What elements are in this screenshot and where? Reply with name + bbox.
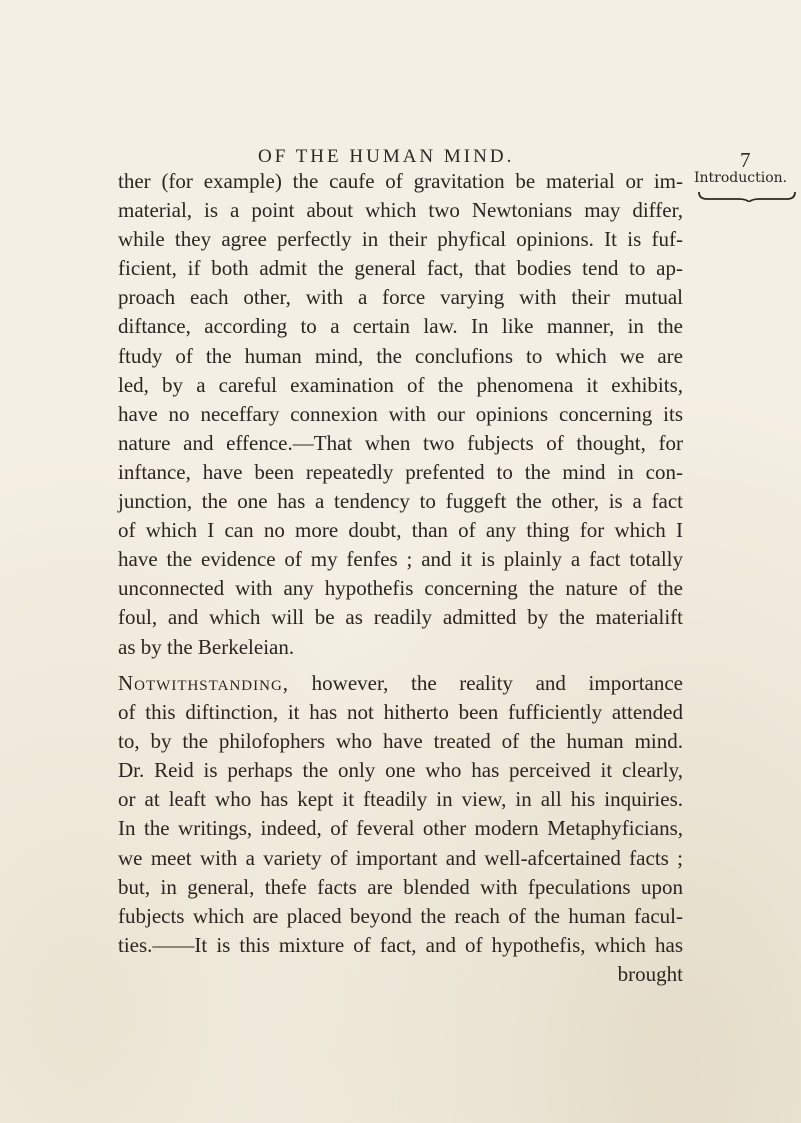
paragraph-lead: Notwithstanding,: [118, 671, 290, 695]
text-line: material, is a point about which two Newtonians may differ,: [118, 198, 683, 223]
text-line: fubjects which are placed beyond the reach of the human facul-: [118, 903, 683, 928]
text-line: proach each other, with a force varying with their mutual: [118, 285, 683, 310]
text-line: to, by the philofophers who have treated of the human mind.: [118, 729, 683, 754]
catchword: brought: [617, 961, 683, 986]
text-line: have the evidence of my fenfes ; and it is plainly a fact totally: [118, 547, 683, 572]
text-line: while they agree perfectly in their phyfical opinions. It is fuf-: [118, 227, 683, 252]
text-line-rest: however, the reality and importance: [289, 671, 683, 695]
text-line: junction, the one has a tendency to fuggeft the other, is a fact: [118, 489, 683, 514]
paragraph-1: [118, 167, 683, 662]
text-line: have no neceffary connexion with our opinions concerning its: [118, 401, 683, 426]
text-line: ftudy of the human mind, the conclufions to which we are: [118, 343, 683, 368]
margin-brace-icon: [697, 190, 797, 202]
text-line-first: [118, 669, 683, 698]
text-line: foul, and which will be as readily admitted by the materialift: [118, 605, 683, 630]
running-title: OF THE HUMAN MIND.: [258, 146, 515, 167]
text-line: nature and effence.—That when two fubjects of thought, for: [118, 430, 683, 455]
text-line: as by the Berkeleian.: [118, 634, 295, 659]
text-line: of this diftinction, it has not hitherto been fufficiently attended: [118, 700, 683, 725]
text-line: inftance, have been repeatedly prefented to the mind in con-: [118, 459, 683, 484]
text-line: In the writings, indeed, of feveral other modern Metaphyficians,: [118, 816, 683, 841]
text-line: Dr. Reid is perhaps the only one who has perceived it clearly,: [118, 758, 683, 783]
text-line: of which I can no more doubt, than of any thing for which I: [118, 518, 683, 543]
text-line: diftance, according to a certain law. In like manner, in the: [118, 314, 683, 339]
text-line: ties.——It is this mixture of fact, and of hypothefis, which has: [118, 932, 683, 957]
page-number: 7: [740, 148, 751, 172]
text-line: or at leaft who has kept it fteadily in view, in all his inquiries.: [118, 787, 683, 812]
text-line: we meet with a variety of important and well-afcertained facts ;: [118, 845, 683, 870]
text-line: but, in general, thefe facts are blended with fpeculations upon: [118, 874, 683, 899]
paragraph-2: [118, 669, 683, 989]
text-line: unconnected with any hypothefis concerning the nature of the: [118, 576, 683, 601]
text-line: ther (for example) the caufe of gravitation be material or im-: [118, 169, 683, 193]
text-line: led, by a careful examination of the phenomena it exhibits,: [118, 372, 683, 397]
margin-note: Introduction.: [694, 170, 788, 186]
text-line: ficient, if both admit the general fact, that bodies tend to ap-: [118, 256, 683, 281]
